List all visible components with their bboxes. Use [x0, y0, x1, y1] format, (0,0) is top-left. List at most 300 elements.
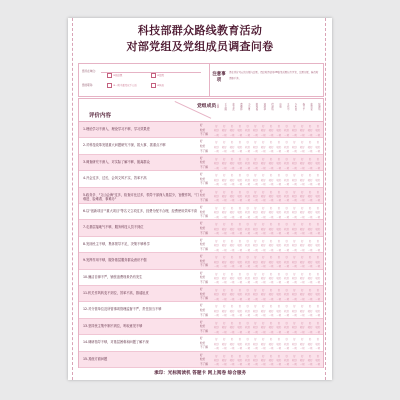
answer-bubble[interactable]: 较好 — [237, 276, 243, 280]
answer-bubble[interactable]: 一般 — [237, 182, 243, 186]
answer-bubble[interactable]: 好 — [285, 354, 288, 358]
answer-bubble[interactable]: 较好 — [221, 178, 227, 182]
answer-bubble[interactable]: 较好 — [237, 129, 243, 133]
answer-bubble[interactable]: 较好 — [268, 178, 274, 182]
answer-bubble[interactable]: 一般 — [253, 150, 258, 154]
answer-bubble[interactable]: 较好 — [214, 129, 219, 133]
answer-bubble[interactable]: 好 — [269, 125, 273, 128]
answer-bubble[interactable]: 一般 — [253, 248, 258, 252]
answer-bubble[interactable]: 好 — [254, 239, 257, 243]
answer-bubble[interactable]: 较好 — [221, 293, 227, 297]
answer-bubble[interactable]: 一般 — [237, 248, 243, 252]
answer-bubble[interactable]: 一般 — [276, 232, 282, 236]
answer-bubble[interactable]: 一般 — [229, 264, 235, 268]
answer-bubble[interactable]: 一般 — [253, 199, 258, 203]
answer-bubble[interactable]: 一般 — [292, 346, 297, 350]
answer-bubble[interactable]: 较好 — [284, 309, 290, 313]
answer-bubble[interactable]: 好 — [277, 174, 281, 178]
answer-bubble[interactable]: 较好 — [253, 358, 258, 362]
answer-bubble[interactable]: 好 — [254, 272, 257, 276]
answer-bubble[interactable]: 较好 — [229, 162, 235, 166]
answer-bubble[interactable]: 一般 — [221, 346, 227, 350]
answer-bubble[interactable]: 一般 — [214, 363, 219, 367]
answer-bubble[interactable]: 好 — [301, 338, 304, 342]
answer-bubble[interactable]: 好 — [316, 354, 320, 358]
answer-bubble[interactable]: 较好 — [315, 326, 321, 330]
answer-bubble[interactable]: 好 — [316, 141, 320, 145]
answer-bubble[interactable]: 好 — [215, 157, 218, 161]
answer-bubble[interactable]: 一般 — [292, 215, 297, 219]
answer-bubble[interactable]: 一般 — [221, 133, 227, 137]
answer-bubble[interactable]: 一般 — [245, 346, 251, 350]
answer-bubble[interactable]: 一般 — [307, 150, 313, 154]
answer-bubble[interactable]: 好 — [230, 305, 234, 309]
answer-bubble[interactable]: 好 — [308, 305, 312, 309]
answer-bubble[interactable]: 好 — [223, 141, 226, 145]
answer-bubble[interactable]: 一般 — [229, 330, 235, 334]
answer-bubble[interactable]: 一般 — [276, 297, 282, 301]
answer-bubble[interactable]: 好 — [215, 354, 218, 358]
answer-bubble[interactable]: 较好 — [315, 276, 321, 280]
answer-bubble[interactable]: 一般 — [260, 166, 266, 170]
answer-bubble[interactable]: 好 — [238, 223, 242, 227]
answer-bubble[interactable]: 一般 — [245, 297, 251, 301]
answer-bubble[interactable]: 好 — [223, 272, 226, 276]
answer-bubble[interactable]: 一般 — [315, 232, 321, 236]
answer-bubble[interactable]: 较好 — [260, 145, 266, 149]
answer-bubble[interactable]: 较好 — [214, 260, 219, 264]
answer-bubble[interactable]: 一般 — [237, 330, 243, 334]
answer-bubble[interactable]: 一般 — [292, 133, 297, 137]
answer-bubble[interactable]: 好 — [316, 190, 320, 194]
answer-bubble[interactable]: 较好 — [284, 227, 290, 231]
answer-bubble[interactable]: 较好 — [253, 293, 258, 297]
answer-bubble[interactable]: 较好 — [307, 309, 313, 313]
answer-bubble[interactable]: 一般 — [237, 314, 243, 318]
answer-bubble[interactable]: 一般 — [229, 314, 235, 318]
answer-bubble[interactable]: 好 — [223, 125, 226, 128]
answer-bubble[interactable]: 一般 — [245, 314, 251, 318]
answer-bubble[interactable]: 一般 — [284, 232, 290, 236]
answer-bubble[interactable]: 好 — [230, 141, 234, 145]
answer-bubble[interactable]: 一般 — [221, 199, 227, 203]
answer-bubble[interactable]: 较好 — [307, 358, 313, 362]
answer-bubble[interactable]: 好 — [262, 207, 265, 210]
answer-bubble[interactable]: 较好 — [268, 293, 274, 297]
answer-bubble[interactable]: 一般 — [260, 363, 266, 367]
answer-bubble[interactable]: 较好 — [245, 227, 251, 231]
answer-bubble[interactable]: 一般 — [315, 199, 321, 203]
answer-bubble[interactable]: 一般 — [307, 133, 313, 137]
answer-bubble[interactable]: 好 — [246, 174, 249, 178]
answer-bubble[interactable]: 较好 — [229, 244, 235, 248]
answer-bubble[interactable]: 一般 — [268, 166, 274, 170]
answer-bubble[interactable]: 好 — [223, 190, 226, 194]
answer-bubble[interactable]: 好 — [285, 338, 288, 342]
answer-bubble[interactable]: 好 — [246, 223, 249, 227]
answer-bubble[interactable]: 一般 — [315, 133, 321, 137]
answer-bubble[interactable]: 好 — [316, 207, 320, 210]
answer-bubble[interactable]: 一般 — [276, 281, 282, 285]
answer-bubble[interactable]: 一般 — [315, 248, 321, 252]
answer-bubble[interactable]: 较好 — [292, 145, 297, 149]
answer-bubble[interactable]: 好 — [262, 321, 265, 325]
answer-bubble[interactable]: 较好 — [229, 194, 235, 198]
answer-bubble[interactable]: 较好 — [307, 211, 313, 215]
answer-bubble[interactable]: 好 — [215, 125, 218, 128]
answer-bubble[interactable]: 一般 — [237, 264, 243, 268]
answer-bubble[interactable]: 较好 — [276, 244, 282, 248]
answer-bubble[interactable]: 好 — [277, 190, 281, 194]
answer-bubble[interactable]: 一般 — [229, 199, 235, 203]
answer-bubble[interactable]: 好 — [277, 289, 281, 292]
answer-bubble[interactable]: 一般 — [284, 248, 290, 252]
answer-bubble[interactable]: 较好 — [307, 276, 313, 280]
answer-bubble[interactable]: 好 — [223, 321, 226, 325]
answer-bubble[interactable]: 好 — [223, 223, 226, 227]
answer-bubble[interactable]: 一般 — [315, 297, 321, 301]
answer-bubble[interactable]: 好 — [238, 305, 242, 309]
answer-bubble[interactable]: 好 — [246, 141, 249, 145]
answer-bubble[interactable]: 一般 — [268, 248, 274, 252]
answer-bubble[interactable]: 较好 — [229, 358, 235, 362]
answer-bubble[interactable]: 一般 — [253, 232, 258, 236]
answer-bubble[interactable]: 较好 — [214, 326, 219, 330]
answer-bubble[interactable]: 一般 — [268, 330, 274, 334]
answer-bubble[interactable]: 好 — [262, 239, 265, 243]
answer-bubble[interactable]: 较好 — [292, 326, 297, 330]
answer-bubble[interactable]: 较好 — [245, 178, 251, 182]
rank-option-3[interactable]: ③一般干部及以下人员 — [107, 83, 137, 88]
answer-bubble[interactable]: 一般 — [221, 264, 227, 268]
answer-bubble[interactable]: 好 — [316, 305, 320, 309]
answer-bubble[interactable]: 较好 — [299, 342, 305, 346]
answer-bubble[interactable]: 一般 — [284, 363, 290, 367]
answer-bubble[interactable]: 一般 — [253, 281, 258, 285]
answer-bubble[interactable]: 一般 — [214, 232, 219, 236]
answer-bubble[interactable]: 一般 — [292, 314, 297, 318]
answer-bubble[interactable]: 好 — [277, 223, 281, 227]
answer-bubble[interactable]: 一般 — [268, 363, 274, 367]
answer-bubble[interactable]: 好 — [308, 174, 312, 178]
answer-bubble[interactable]: 较好 — [245, 309, 251, 313]
answer-bubble[interactable]: 较好 — [299, 145, 305, 149]
answer-bubble[interactable]: 一般 — [284, 166, 290, 170]
answer-bubble[interactable]: 好 — [269, 223, 273, 227]
answer-bubble[interactable]: 好 — [301, 223, 304, 227]
answer-bubble[interactable]: 好 — [262, 157, 265, 161]
answer-bubble[interactable]: 较好 — [221, 129, 227, 133]
answer-bubble[interactable]: 较好 — [253, 129, 258, 133]
answer-bubble[interactable]: 较好 — [307, 260, 313, 264]
answer-bubble[interactable]: 好 — [269, 305, 273, 309]
answer-bubble[interactable]: 较好 — [214, 309, 219, 313]
answer-bubble[interactable]: 一般 — [276, 166, 282, 170]
answer-bubble[interactable]: 一般 — [299, 133, 305, 137]
answer-bubble[interactable]: 好 — [254, 141, 257, 145]
answer-bubble[interactable]: 较好 — [276, 162, 282, 166]
answer-bubble[interactable]: 好 — [215, 321, 218, 325]
answer-bubble[interactable]: 一般 — [253, 166, 258, 170]
answer-bubble[interactable]: 较好 — [276, 293, 282, 297]
answer-bubble[interactable]: 好 — [293, 141, 296, 145]
answer-bubble[interactable]: 较好 — [284, 162, 290, 166]
answer-bubble[interactable]: 一般 — [315, 182, 321, 186]
answer-bubble[interactable]: 好 — [230, 157, 234, 161]
answer-bubble[interactable]: 较好 — [315, 194, 321, 198]
answer-bubble[interactable]: 较好 — [221, 162, 227, 166]
answer-bubble[interactable]: 一般 — [229, 248, 235, 252]
answer-bubble[interactable]: 好 — [285, 174, 288, 178]
answer-bubble[interactable]: 一般 — [229, 166, 235, 170]
answer-bubble[interactable]: 较好 — [315, 227, 321, 231]
answer-bubble[interactable]: 较好 — [245, 293, 251, 297]
answer-bubble[interactable]: 较好 — [237, 260, 243, 264]
answer-bubble[interactable]: 较好 — [214, 194, 219, 198]
answer-bubble[interactable]: 一般 — [315, 346, 321, 350]
answer-bubble[interactable]: 较好 — [260, 293, 266, 297]
answer-bubble[interactable]: 一般 — [268, 133, 274, 137]
answer-bubble[interactable]: 较好 — [284, 194, 290, 198]
answer-bubble[interactable]: 好 — [254, 125, 257, 128]
answer-bubble[interactable]: 好 — [230, 338, 234, 342]
answer-bubble[interactable]: 一般 — [276, 182, 282, 186]
answer-bubble[interactable]: 较好 — [276, 178, 282, 182]
answer-bubble[interactable]: 一般 — [307, 297, 313, 301]
answer-bubble[interactable]: 较好 — [229, 227, 235, 231]
answer-bubble[interactable]: 一般 — [276, 215, 282, 219]
answer-bubble[interactable]: 较好 — [284, 293, 290, 297]
answer-bubble[interactable]: 好 — [293, 174, 296, 178]
answer-bubble[interactable]: 好 — [308, 223, 312, 227]
answer-bubble[interactable]: 一般 — [245, 215, 251, 219]
answer-bubble[interactable]: 一般 — [221, 363, 227, 367]
answer-bubble[interactable]: 好 — [293, 190, 296, 194]
answer-bubble[interactable]: 好 — [316, 321, 320, 325]
answer-bubble[interactable]: 好 — [293, 157, 296, 161]
answer-bubble[interactable]: 一般 — [284, 133, 290, 137]
answer-bubble[interactable]: 一般 — [307, 264, 313, 268]
answer-bubble[interactable]: 较好 — [245, 129, 251, 133]
answer-bubble[interactable]: 好 — [293, 125, 296, 128]
answer-bubble[interactable]: 好 — [262, 289, 265, 292]
answer-bubble[interactable]: 较好 — [253, 276, 258, 280]
answer-bubble[interactable]: 好 — [269, 190, 273, 194]
answer-bubble[interactable]: 较好 — [299, 276, 305, 280]
answer-bubble[interactable]: 较好 — [221, 342, 227, 346]
answer-bubble[interactable]: 好 — [269, 256, 273, 260]
answer-bubble[interactable]: 较好 — [221, 227, 227, 231]
answer-bubble[interactable]: 较好 — [214, 227, 219, 231]
answer-bubble[interactable]: 较好 — [292, 342, 297, 346]
answer-bubble[interactable]: 一般 — [284, 281, 290, 285]
answer-bubble[interactable]: 好 — [301, 141, 304, 145]
answer-bubble[interactable]: 较好 — [260, 309, 266, 313]
answer-bubble[interactable]: 好 — [308, 354, 312, 358]
answer-bubble[interactable]: 好 — [254, 354, 257, 358]
answer-bubble[interactable]: 一般 — [299, 330, 305, 334]
answer-bubble[interactable]: 好 — [301, 239, 304, 243]
answer-bubble[interactable]: 一般 — [315, 264, 321, 268]
answer-bubble[interactable]: 一般 — [292, 199, 297, 203]
answer-bubble[interactable]: 一般 — [229, 363, 235, 367]
answer-bubble[interactable]: 一般 — [299, 363, 305, 367]
answer-bubble[interactable]: 一般 — [307, 215, 313, 219]
answer-bubble[interactable]: 一般 — [260, 346, 266, 350]
answer-bubble[interactable]: 较好 — [260, 211, 266, 215]
answer-bubble[interactable]: 较好 — [214, 178, 219, 182]
answer-bubble[interactable]: 较好 — [237, 326, 243, 330]
answer-bubble[interactable]: 较好 — [284, 211, 290, 215]
answer-bubble[interactable]: 好 — [238, 157, 242, 161]
answer-bubble[interactable]: 好 — [277, 256, 281, 260]
answer-bubble[interactable]: 较好 — [253, 309, 258, 313]
answer-bubble[interactable]: 较好 — [292, 211, 297, 215]
answer-bubble[interactable]: 一般 — [268, 150, 274, 154]
answer-bubble[interactable]: 好 — [277, 157, 281, 161]
answer-bubble[interactable]: 好 — [301, 289, 304, 292]
answer-bubble[interactable]: 较好 — [284, 276, 290, 280]
answer-bubble[interactable]: 一般 — [229, 215, 235, 219]
answer-bubble[interactable]: 一般 — [237, 297, 243, 301]
answer-bubble[interactable]: 好 — [262, 305, 265, 309]
answer-bubble[interactable]: 好 — [246, 272, 249, 276]
answer-bubble[interactable]: 较好 — [237, 178, 243, 182]
answer-bubble[interactable]: 好 — [238, 289, 242, 292]
answer-bubble[interactable]: 较好 — [276, 145, 282, 149]
answer-bubble[interactable]: 一般 — [214, 215, 219, 219]
answer-bubble[interactable]: 好 — [215, 338, 218, 342]
answer-bubble[interactable]: 较好 — [292, 260, 297, 264]
answer-bubble[interactable]: 较好 — [276, 211, 282, 215]
answer-bubble[interactable]: 好 — [215, 190, 218, 194]
answer-bubble[interactable]: 一般 — [292, 330, 297, 334]
answer-bubble[interactable]: 较好 — [245, 244, 251, 248]
answer-bubble[interactable]: 较好 — [253, 326, 258, 330]
answer-bubble[interactable]: 好 — [254, 338, 257, 342]
answer-bubble[interactable]: 较好 — [299, 227, 305, 231]
answer-bubble[interactable]: 一般 — [245, 232, 251, 236]
answer-bubble[interactable]: 好 — [215, 207, 218, 210]
answer-bubble[interactable]: 一般 — [214, 297, 219, 301]
answer-bubble[interactable]: 好 — [269, 354, 273, 358]
answer-bubble[interactable]: 好 — [285, 141, 288, 145]
answer-bubble[interactable]: 较好 — [307, 194, 313, 198]
answer-bubble[interactable]: 好 — [254, 321, 257, 325]
answer-bubble[interactable]: 较好 — [299, 178, 305, 182]
answer-bubble[interactable]: 较好 — [268, 194, 274, 198]
answer-bubble[interactable]: 较好 — [214, 211, 219, 215]
answer-bubble[interactable]: 好 — [262, 223, 265, 227]
answer-bubble[interactable]: 一般 — [292, 297, 297, 301]
answer-bubble[interactable]: 较好 — [260, 260, 266, 264]
answer-bubble[interactable]: 较好 — [253, 244, 258, 248]
answer-bubble[interactable]: 一般 — [260, 314, 266, 318]
answer-bubble[interactable]: 好 — [269, 272, 273, 276]
answer-bubble[interactable]: 好 — [215, 305, 218, 309]
answer-bubble[interactable]: 好 — [308, 190, 312, 194]
answer-bubble[interactable]: 一般 — [229, 150, 235, 154]
answer-bubble[interactable]: 好 — [293, 256, 296, 260]
answer-bubble[interactable]: 好 — [269, 338, 273, 342]
answer-bubble[interactable]: 好 — [301, 190, 304, 194]
answer-bubble[interactable]: 好 — [215, 256, 218, 260]
answer-bubble[interactable]: 一般 — [237, 133, 243, 137]
answer-bubble[interactable]: 好 — [285, 223, 288, 227]
answer-bubble[interactable]: 一般 — [276, 363, 282, 367]
answer-bubble[interactable]: 较好 — [268, 309, 274, 313]
answer-bubble[interactable]: 一般 — [299, 314, 305, 318]
answer-bubble[interactable]: 好 — [308, 321, 312, 325]
answer-bubble[interactable]: 好 — [301, 174, 304, 178]
answer-bubble[interactable]: 较好 — [221, 358, 227, 362]
answer-bubble[interactable]: 较好 — [315, 145, 321, 149]
answer-bubble[interactable]: 较好 — [268, 211, 274, 215]
answer-bubble[interactable]: 好 — [238, 256, 242, 260]
answer-bubble[interactable]: 一般 — [214, 248, 219, 252]
answer-bubble[interactable]: 好 — [262, 141, 265, 145]
answer-bubble[interactable]: 好 — [230, 289, 234, 292]
answer-bubble[interactable]: 好 — [316, 223, 320, 227]
answer-bubble[interactable]: 较好 — [299, 211, 305, 215]
rank-option-4[interactable]: ④其他 — [151, 83, 164, 88]
answer-bubble[interactable]: 较好 — [245, 358, 251, 362]
answer-bubble[interactable]: 一般 — [284, 182, 290, 186]
answer-bubble[interactable]: 一般 — [245, 248, 251, 252]
answer-bubble[interactable]: 一般 — [229, 281, 235, 285]
answer-bubble[interactable]: 较好 — [260, 178, 266, 182]
answer-bubble[interactable]: 好 — [301, 157, 304, 161]
answer-bubble[interactable]: 较好 — [315, 244, 321, 248]
answer-bubble[interactable]: 一般 — [299, 346, 305, 350]
answer-bubble[interactable]: 好 — [269, 289, 273, 292]
answer-bubble[interactable]: 好 — [246, 125, 249, 128]
answer-bubble[interactable]: 较好 — [229, 342, 235, 346]
answer-bubble[interactable]: 较好 — [245, 342, 251, 346]
answer-bubble[interactable]: 一般 — [253, 363, 258, 367]
answer-bubble[interactable]: 一般 — [237, 232, 243, 236]
answer-bubble[interactable]: 一般 — [214, 314, 219, 318]
answer-bubble[interactable]: 较好 — [315, 309, 321, 313]
answer-bubble[interactable]: 好 — [308, 239, 312, 243]
answer-bubble[interactable]: 一般 — [276, 133, 282, 137]
answer-bubble[interactable]: 较好 — [237, 227, 243, 231]
answer-bubble[interactable]: 较好 — [221, 194, 227, 198]
answer-bubble[interactable]: 好 — [238, 272, 242, 276]
answer-bubble[interactable]: 好 — [223, 157, 226, 161]
answer-bubble[interactable]: 一般 — [292, 248, 297, 252]
answer-bubble[interactable]: 一般 — [268, 199, 274, 203]
answer-bubble[interactable]: 较好 — [260, 227, 266, 231]
answer-bubble[interactable]: 好 — [230, 272, 234, 276]
answer-bubble[interactable]: 一般 — [315, 166, 321, 170]
answer-bubble[interactable]: 较好 — [237, 309, 243, 313]
answer-bubble[interactable]: 较好 — [276, 309, 282, 313]
answer-bubble[interactable]: 好 — [254, 289, 257, 292]
answer-bubble[interactable]: 一般 — [253, 182, 258, 186]
answer-bubble[interactable]: 较好 — [276, 260, 282, 264]
answer-bubble[interactable]: 一般 — [221, 182, 227, 186]
answer-bubble[interactable]: 较好 — [268, 358, 274, 362]
answer-bubble[interactable]: 好 — [293, 305, 296, 309]
answer-bubble[interactable]: 较好 — [307, 178, 313, 182]
answer-bubble[interactable]: 较好 — [284, 260, 290, 264]
answer-bubble[interactable]: 一般 — [237, 363, 243, 367]
answer-bubble[interactable]: 一般 — [229, 297, 235, 301]
answer-bubble[interactable]: 较好 — [292, 194, 297, 198]
answer-bubble[interactable]: 一般 — [221, 330, 227, 334]
answer-bubble[interactable]: 好 — [301, 207, 304, 210]
